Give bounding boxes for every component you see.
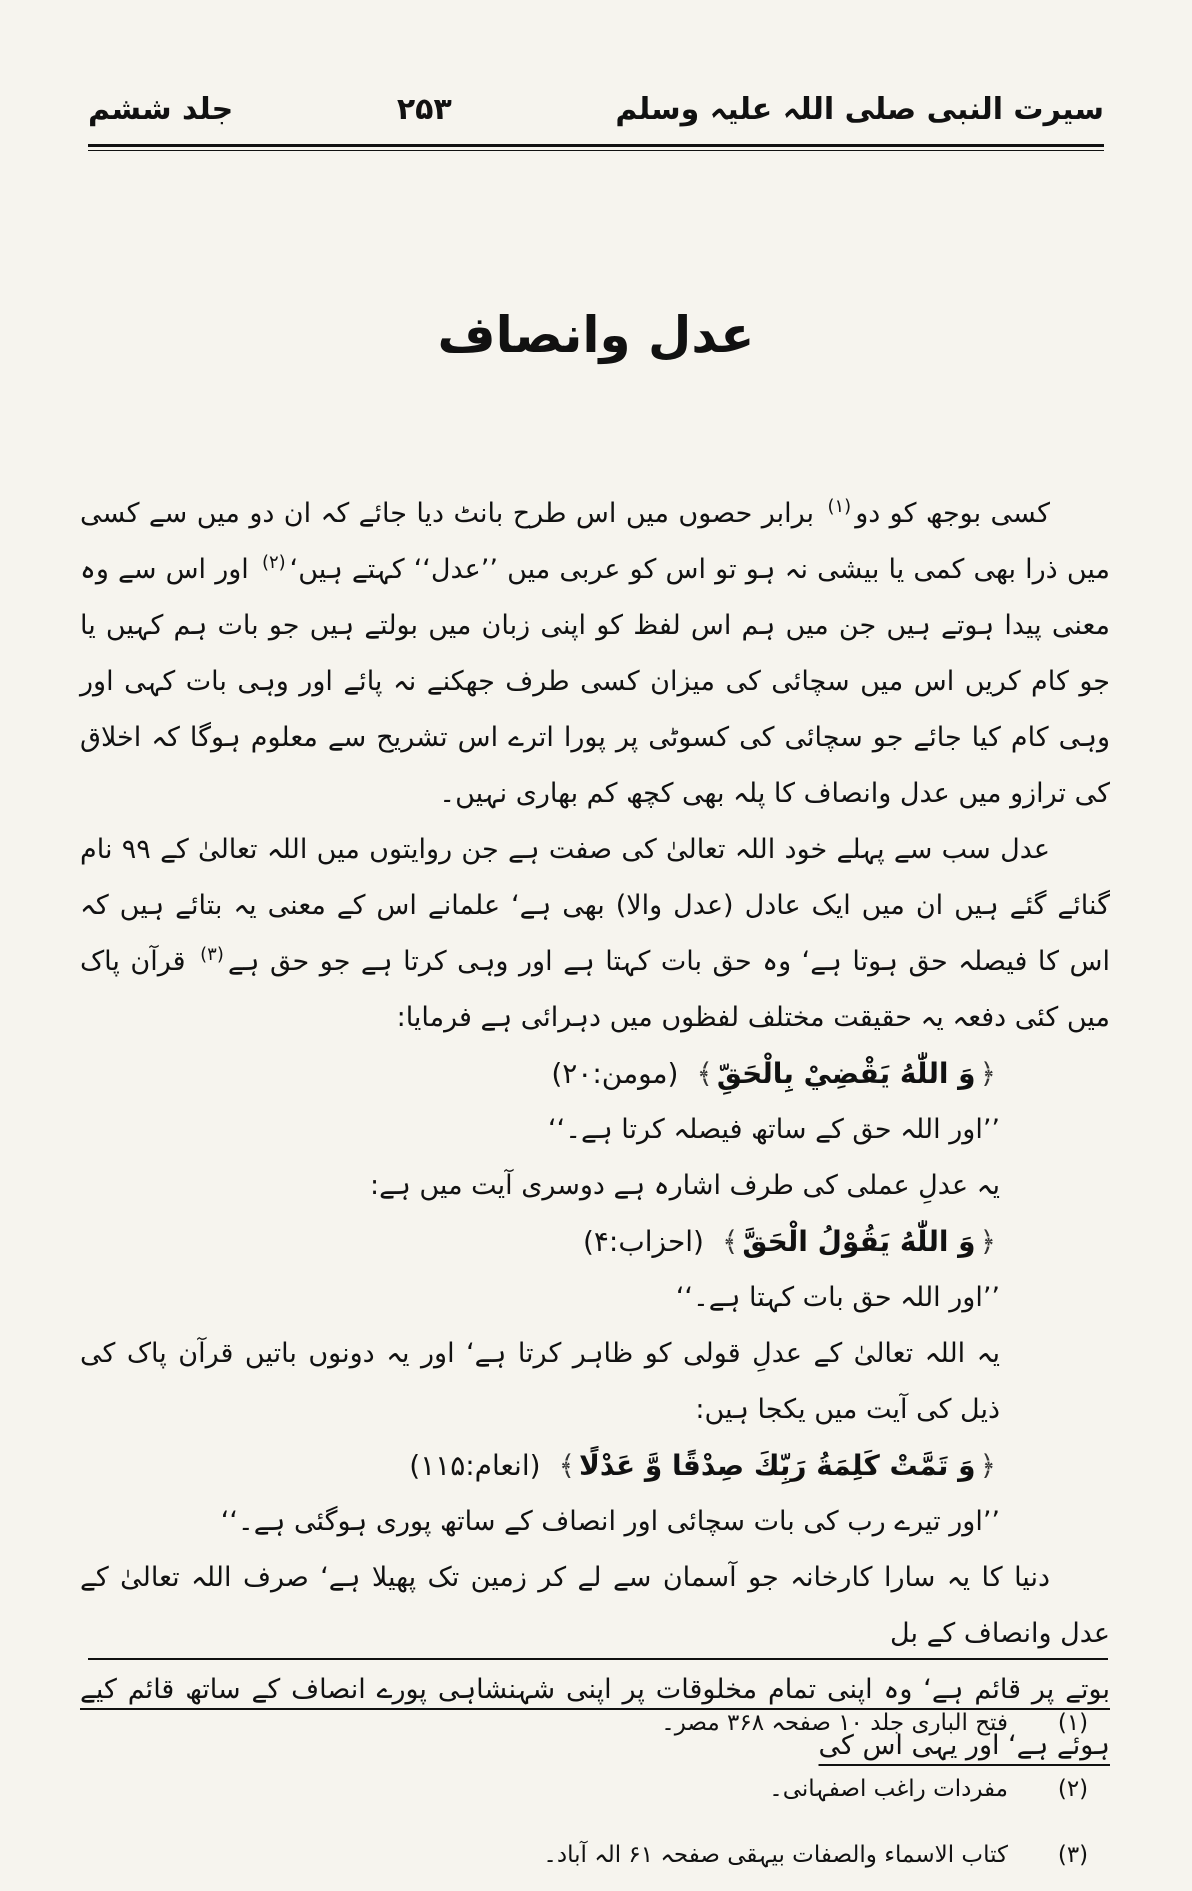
verse-bracket-open: ﴿	[979, 1449, 996, 1482]
verse-text: وَ اللّٰهُ يَقُوْلُ الْحَقَّ	[742, 1225, 976, 1258]
verse-citation: (مومن:۲۰)	[551, 1057, 679, 1090]
verse-2	[80, 1214, 1110, 1270]
footnote-ref-3[interactable]: (۳)	[200, 944, 224, 965]
verse-text: وَ اللّٰهُ يَقْضِيْ بِالْحَقِّ	[716, 1057, 976, 1090]
book-title: سیرت النبی صلی اللہ علیہ وسلم	[615, 91, 1104, 127]
lead-in-2: یہ عدلِ عملی کی طرف اشارہ ہے دوسری آیت میں ہے:	[370, 1170, 1000, 1201]
footnote-ref-2[interactable]: (۲)	[261, 552, 286, 573]
chapter-title: عدل وانصاف	[437, 306, 755, 364]
footnote-text: مفردات راغب اصفہانی۔	[769, 1776, 1008, 1802]
verse-bracket-close: ﴾	[558, 1449, 575, 1482]
header-rule	[88, 144, 1104, 147]
footnote-number: (۱)	[1057, 1710, 1089, 1736]
running-header	[88, 80, 1104, 138]
verse-bracket-close: ﴾	[696, 1057, 713, 1090]
footnote-1	[88, 1690, 1108, 1756]
volume-label: جلد ششم	[88, 91, 234, 127]
paragraph-2: عدل سب سے پہلے خود اللہ تعالیٰ کی صفت ہے جن روایتوں میں اللہ تعالیٰ کے ۹۹ نام گنائے گئے ہیں ان میں ایک عادل (عدل والا) بھی ہے‘ علمانے اس کے معنی یہ بتائے ہیں کہ اس کا فیصلہ حق ہوتا ہے‘ وہ حق بات کہتا ہے اور وہی کرتا ہے جو حق ہے$^{(۳)}$ قرآن پاک میں کئی دفعہ یہ حقیقت مختلف لفظوں میں دہرائی ہے فرمایا:	[80, 834, 1110, 1033]
footnote-2	[88, 1756, 1108, 1822]
paragraph-3-line-1: دنیا کا یہ سارا کارخانہ جو آسمان سے لے کر زمین تک پھیلا ہے‘ صرف اللہ تعالیٰ کے عدل وانصاف کے بل	[80, 1562, 1110, 1649]
verse-citation: (انعام:۱۱۵)	[409, 1449, 541, 1482]
footnote-text: فتح الباری جلد ۱۰ صفحہ ۳۶۸ مصر۔	[661, 1710, 1008, 1736]
body-text	[80, 486, 1110, 1774]
header-rule-thin	[88, 150, 1104, 151]
footnote-number: (۲)	[1057, 1776, 1089, 1802]
verse-bracket-open: ﴿	[979, 1057, 996, 1090]
translation-1: ’’اور اللہ حق کے ساتھ فیصلہ کرتا ہے۔‘‘	[548, 1114, 1000, 1145]
verse-text: وَ تَمَّتْ كَلِمَةُ رَبِّكَ صِدْقًا وَّ عَدْلًا	[578, 1449, 976, 1482]
footnote-number: (۳)	[1057, 1842, 1089, 1868]
verse-citation: (احزاب:۴)	[582, 1225, 704, 1258]
footnote-text: کتاب الاسماء والصفات بیہقی صفحہ ۶۱ الہ آباد۔	[543, 1842, 1008, 1868]
lead-in-3: یہ اللہ تعالیٰ کے عدلِ قولی کو ظاہر کرتا ہے‘ اور یہ دونوں باتیں قرآن پاک کی ذیل کی آیت میں یکجا ہیں:	[80, 1338, 1000, 1425]
page-number: ۲۵۳	[396, 91, 452, 127]
footnote-separator	[88, 1658, 1108, 1660]
paragraph-3-line-2: بوتے پر قائم ہے‘ وہ اپنی تمام مخلوقات پر اپنی شہنشاہی پورے انصاف کے ساتھ قائم کیے ہوئے ہے‘ اور یہی اس کی	[80, 1674, 1110, 1761]
translation-2: ’’اور اللہ حق بات کہتا ہے۔‘‘	[675, 1282, 1000, 1313]
footnotes	[88, 1690, 1108, 1888]
footnote-3	[88, 1822, 1108, 1888]
verse-bracket-open: ﴿	[979, 1225, 996, 1258]
footnote-ref-1[interactable]: (۱)	[827, 496, 852, 517]
translation-3: ’’اور تیرے رب کی بات سچائی اور انصاف کے ساتھ پوری ہوگئی ہے۔‘‘	[220, 1506, 1000, 1537]
verse-3	[80, 1438, 1110, 1494]
verse-1	[80, 1046, 1110, 1102]
paragraph-1: کسی بوجھ کو دو$^{(۱)}$ برابر حصوں میں اس طرح بانٹ دیا جائے کہ ان دو میں سے کسی میں ذرا بھی کمی یا بیشی نہ ہو تو اس کو عربی میں ’’عدل‘‘ کہتے ہیں‘$^{(۲)}$ اور اس سے وہ معنی پیدا ہوتے ہیں جن میں ہم اس لفظ کو اپنی زبان میں بولتے ہیں جو بات ہم کہیں یا جو کام کریں اس میں سچائی کی میزان کسی طرف جھکنے نہ پائے اور وہی بات کہی اور وہی کام کیا جائے جو سچائی کی کسوٹی پر پورا اترے اس تشریح سے معلوم ہوگا کہ اخلاق کی ترازو میں عدل وانصاف کا پلہ بھی کچھ کم بھاری نہیں۔	[80, 496, 1110, 809]
verse-bracket-close: ﴾	[721, 1225, 739, 1258]
